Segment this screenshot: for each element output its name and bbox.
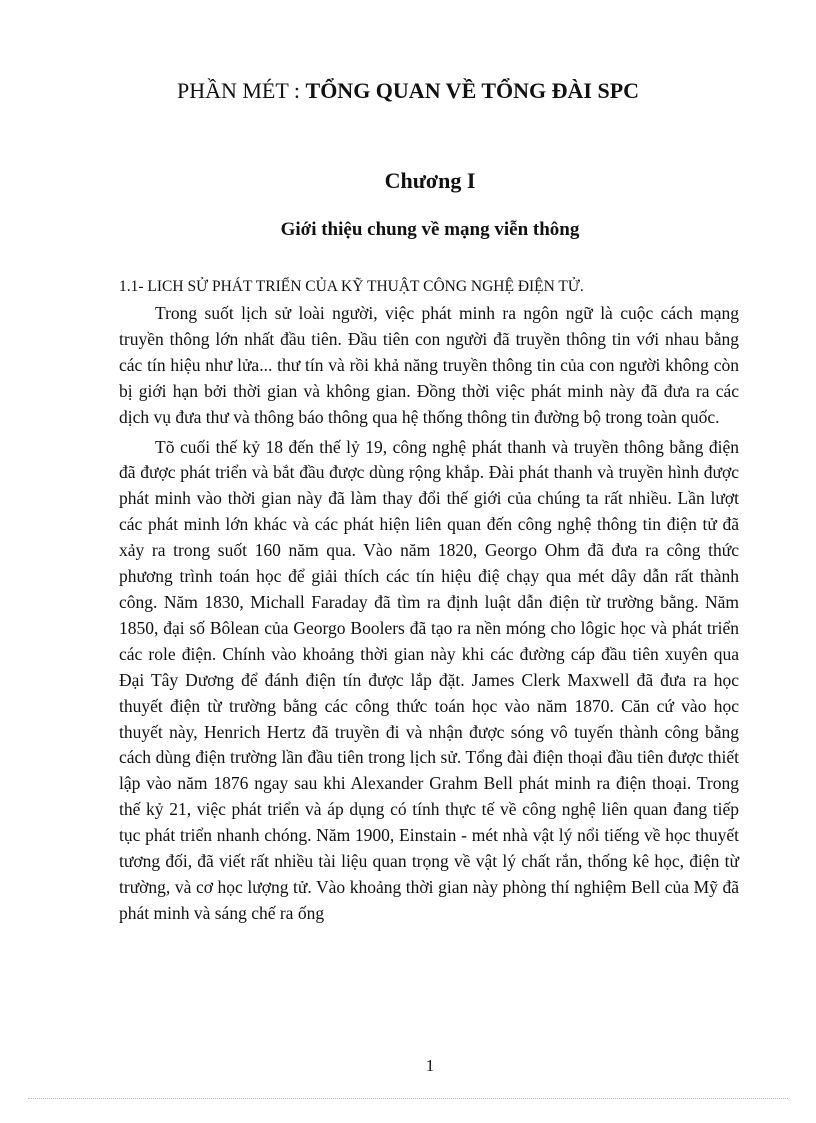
part-title xyxy=(0,76,816,106)
chapter-title: Chương I xyxy=(384,168,476,193)
part-title-prefix: PHẦN MÉT : xyxy=(176,78,301,103)
page-bottom-divider xyxy=(28,1098,788,1099)
chapter-subtitle: Giới thiệu chung về mạng viễn thông xyxy=(280,219,580,240)
paragraph-1: Trong suốt lịch sử loài người, việc phát minh ra ngôn ngữ là cuộc cách mạng truyền thông lớn nhất đầu tiên. Đầu tiên con người đã truyền thông tin với nhau bằng các tín hiệu như lửa... thư tín và rồi khả năng truyền thông tin của con người không còn bị giới hạn bởi thời gian và không gian. Đồng thời việc phát minh này đã đưa ra các dịch vụ đưa thư và thông báo thông qua hệ thống thông tin đường bộ trong toàn quốc. xyxy=(119,303,739,427)
part-title-main: TỔNG QUAN VỀ TỔNG ĐÀI SPC xyxy=(305,78,640,103)
body-text xyxy=(119,301,739,927)
page-number: 1 xyxy=(425,1056,435,1075)
section-heading: 1.1- LICH SỬ PHÁT TRIỂN CỦA KỸ THUẬT CÔNG NGHỆ ĐIỆN TỬ. xyxy=(119,278,584,295)
paragraph-2: Tõ cuối thế kỷ 18 đến thế lỷ 19, công nghệ phát thanh và truyền thông bằng điện đã được phát triển và bắt đầu được dùng rộng khắp. Đài phát thanh và truyền hình được phát minh vào thời gian này đã làm thay đổi thế giới của chúng ta rất nhiều. Lần lượt các phát minh lớn khác và các phát hiện liên quan đến công nghệ thông tin điện tử đã xảy ra trong suốt 160 năm qua. Vào năm 1820, Georgo Ohm đã đưa ra công thức phương trình toán học để giải thích các tín hiệu điệ chạy qua mét dây dẫn rất thành công. Năm 1830, Michall Faraday đã tìm ra định luật dẫn điện từ trường bằng. Năm 1850, đại số Bôlean của Georgo Boolers đã tạo ra nền móng cho lôgic học và phát triển các role điện. Chính vào khoảng thời gian này khi các đường cáp đầu tiên xuyên qua Đại Tây Dương để đánh điện tín được lắp đặt. James Clerk Maxwell đã đưa ra học thuyết điện từ trường bằng các công thức toán học vào năm 1870. Căn cứ vào học thuyết này, Henrich Hertz đã truyền đi và nhận được sóng vô tuyến thành công bằng cách dùng điện trường lần đầu tiên trong lịch sử. Tổng đài điện thoại đầu tiên được thiết lập vào năm 1876 ngay sau khi Alexander Grahm Bell phát minh ra điện thoại. Trong thế kỷ 21, việc phát triển và áp dụng có tính thực tế về công nghệ liên quan đang tiếp tục phát triển nhanh chóng. Năm 1900, Einstain - mét nhà vật lý nổi tiếng về học thuyết tương đối, đã viết rất nhiều tài liệu quan trọng về vật lý chất rắn, thống kê học, điện từ trường, và cơ học lượng tử. Vào khoảng thời gian này phòng thí nghiệm Bell của Mỹ đã phát minh và sáng chế ra ống xyxy=(119,436,739,923)
